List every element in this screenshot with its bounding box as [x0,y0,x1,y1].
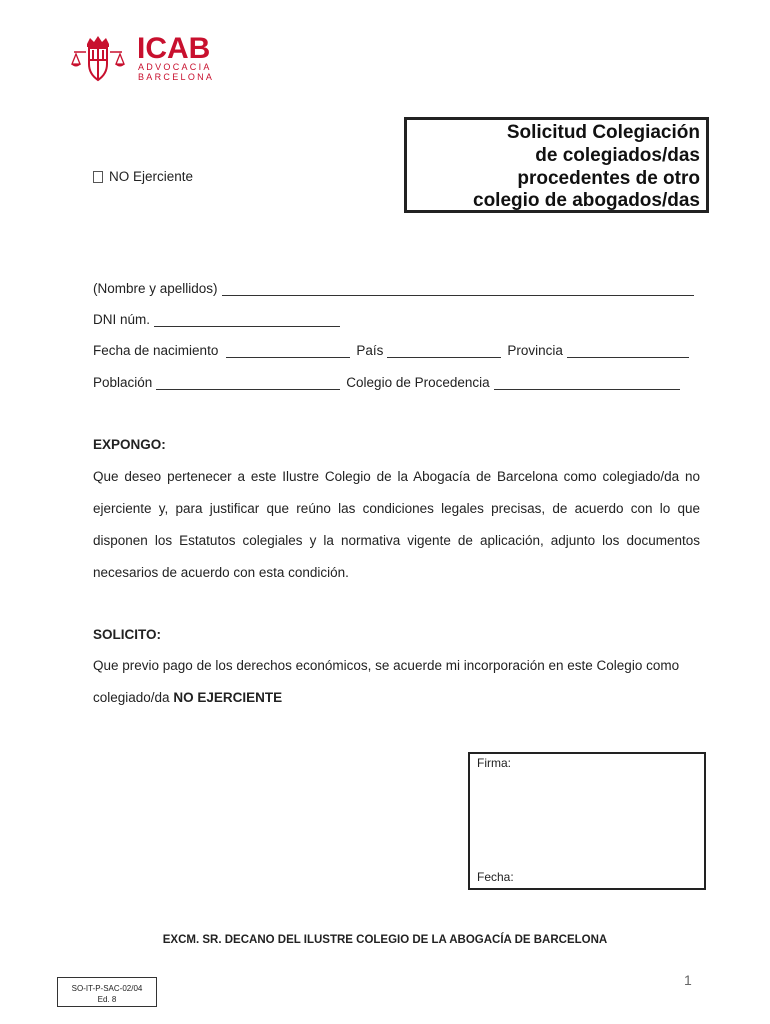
page-number: 1 [684,972,692,988]
checkbox-label: NO Ejerciente [109,169,194,184]
solicito-line-2-prefix: colegiado/da [93,690,174,705]
logo-subtitle-2: BARCELONA [138,72,215,82]
field-fecha-row [93,343,695,358]
title-line-3: procedentes de otro [517,168,700,189]
solicito-line-1: Que previo pago de los derechos económicos, se acuerde mi incorporación en este Colegio como [93,658,680,673]
title-line-2: de colegiados/das [535,145,700,166]
field-pais-input[interactable] [387,345,501,358]
document-edition: Ed. 8 [97,995,117,1004]
title-line-1: Solicitud Colegiación [506,122,700,143]
document-code: SO-IT-P-SAC-02/04 [71,984,143,993]
field-pais-label: País [356,343,384,358]
document-code-box [57,977,157,1007]
firma-label: Firma: [477,756,511,770]
field-dni-label: DNI núm. [93,312,151,327]
field-dni-row [93,312,346,327]
document-title-box [404,117,709,213]
expongo-line-1: Que deseo pertenecer a este Ilustre Colegio de la Abogacía de Barcelona como colegiado/da no [93,469,700,484]
icab-crest-icon [70,34,132,84]
field-dni-input[interactable] [154,314,340,327]
field-poblacion-label: Población [93,375,153,390]
no-ejerciente-option[interactable] [93,169,193,184]
field-poblacion-input[interactable] [156,377,340,390]
field-fecha-input[interactable] [226,345,350,358]
field-provincia-input[interactable] [567,345,689,358]
title-line-4: colegio de abogados/das [473,190,700,211]
expongo-line-4: necesarios de acuerdo con esta condición. [93,565,349,580]
solicito-no-ejerciente: NO EJERCIENTE [173,690,283,705]
field-fecha-label: Fecha de nacimiento [93,343,219,358]
signature-box[interactable] [468,752,706,890]
expongo-heading: EXPONGO: [93,437,166,452]
checkbox-icon[interactable] [93,171,103,183]
solicito-line-2 [93,690,700,705]
field-nombre-input[interactable] [222,283,694,296]
field-provincia-label: Provincia [507,343,563,358]
field-poblacion-row [93,375,686,390]
addressee-line: EXCM. SR. DECANO DEL ILUSTRE COLEGIO DE LA ABOGACÍA DE BARCELONA [162,934,608,946]
expongo-line-3: disponen los Estatutos colegiales y la normativa vigente de aplicación, adjunto los documentos [93,533,700,548]
logo-subtitle-1: ADVOCACIA [138,62,212,72]
field-nombre-label: (Nombre y apellidos) [93,281,218,296]
field-colegio-label: Colegio de Procedencia [346,375,490,390]
field-colegio-input[interactable] [494,377,680,390]
solicito-heading: SOLICITO: [93,627,162,642]
expongo-line-2: ejerciente y, para justificar que reúno las condiciones legales precisas, de acuerdo con lo que [93,501,700,516]
logo-title: ICAB [137,32,211,65]
fecha-label: Fecha: [477,870,514,884]
field-nombre-row [93,281,700,296]
